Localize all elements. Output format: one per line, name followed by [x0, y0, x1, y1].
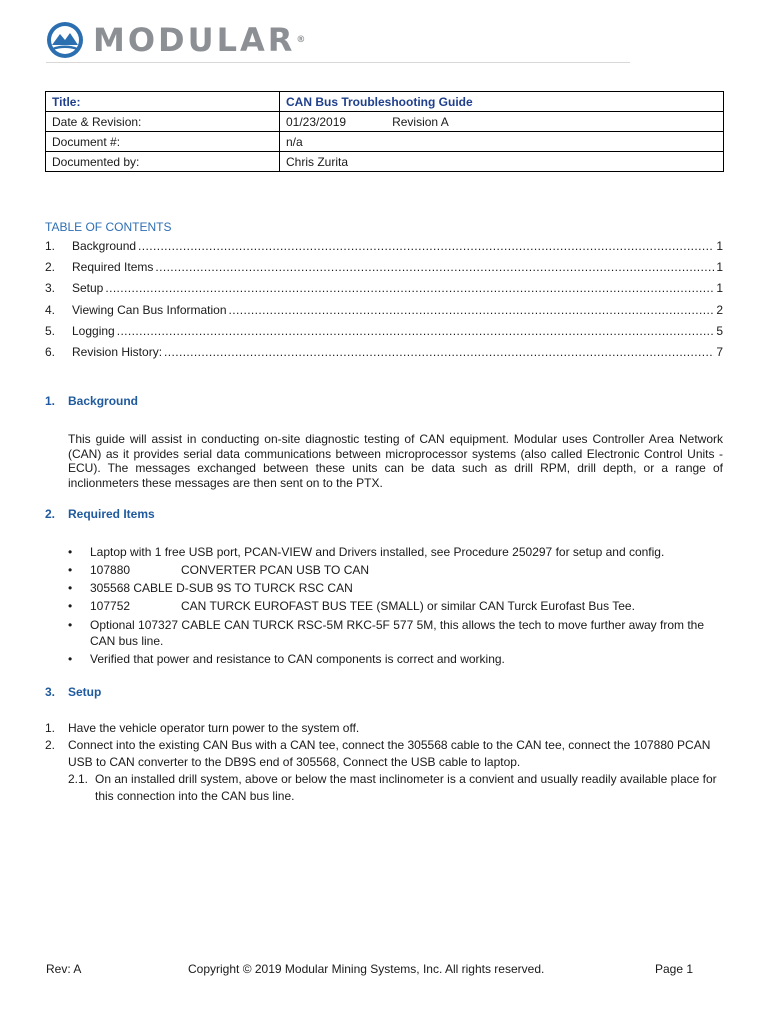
list-item: • 107880 CONVERTER PCAN USB TO CAN — [68, 563, 723, 578]
section-heading-background: 1. Background — [45, 394, 139, 408]
date-value-cell — [280, 112, 724, 132]
footer-page-number: Page 1 — [655, 962, 694, 976]
required-items-list — [68, 545, 723, 667]
toc-entry[interactable]: 2. Required Items ..... 1 — [45, 256, 723, 277]
table-row — [46, 132, 724, 152]
date-value: 01/23/2019 — [286, 114, 347, 129]
documented-by-value: Chris Zurita — [280, 152, 724, 172]
setup-step: 2. Connect into the existing CAN Bus with a CAN tee, connect the 305568 cable to the CAN tee, connect the 107880 PCAN USB to CAN converter to the DB9S end of 305568, Connect the USB cable to laptop. — [45, 738, 711, 769]
toc-entry[interactable]: 4. Viewing Can Bus Information ..... 2 — [45, 299, 723, 320]
table-row — [46, 92, 724, 112]
toc-entry[interactable]: 1. Background ..... 1 — [45, 235, 723, 256]
footer-revision: Rev: A — [46, 962, 82, 976]
header-divider — [46, 62, 630, 63]
setup-steps — [45, 720, 723, 805]
title-label: Title: — [46, 92, 280, 112]
document-info-table — [45, 91, 724, 172]
toc-entry[interactable]: 6. Revision History: ..... 7 — [45, 341, 723, 362]
list-item: • Verified that power and resistance to CAN components is correct and working. — [68, 652, 723, 667]
brand-wordmark: MODULAR® — [93, 21, 309, 59]
section-heading-setup: 3. Setup — [45, 685, 102, 699]
toc-entry[interactable]: 3. Setup ..... 1 — [45, 278, 723, 299]
mountain-globe-icon — [46, 21, 84, 59]
title-value: CAN Bus Troubleshooting Guide — [280, 92, 724, 112]
date-label: Date & Revision: — [46, 112, 280, 132]
table-row — [46, 152, 724, 172]
table-row — [46, 112, 724, 132]
company-logo — [46, 21, 308, 59]
revision-value: Revision A — [392, 114, 449, 129]
setup-substep: 2.1. On an installed drill system, above or below the mast inclinometer is a convient and usually readily available place for this connection into the CAN bus line. — [68, 772, 717, 803]
table-of-contents — [45, 235, 723, 363]
background-paragraph: This guide will assist in conducting on-site diagnostic testing of CAN equipment. Modular uses Controller Area Network (CAN) as it provides serial data communications between microprocessor systems (also called Electronic Control Units - ECU). The messages exchanged between these units can be data such as drill RPM, drill depth, or a range of inclionmeters these messages are then sent on to the PTX. — [68, 432, 723, 490]
section-heading-required-items: 2. Required Items — [45, 507, 155, 521]
list-item: • Laptop with 1 free USB port, PCAN-VIEW and Drivers installed, see Procedure 250297 for setup and config. — [68, 545, 723, 560]
setup-step: 1. Have the vehicle operator turn power to the system off. — [45, 721, 360, 735]
document-number-label: Document #: — [46, 132, 280, 152]
toc-title: TABLE OF CONTENTS — [45, 220, 172, 234]
footer-copyright: Copyright © 2019 Modular Mining Systems, Inc. All rights reserved. — [188, 962, 545, 976]
toc-entry[interactable]: 5. Logging ..... 5 — [45, 320, 723, 341]
list-item: • 107752 CAN TURCK EUROFAST BUS TEE (SMALL) or similar CAN Turck Eurofast Bus Tee. — [68, 599, 723, 614]
document-number-value: n/a — [280, 132, 724, 152]
list-item: • 305568 CABLE D-SUB 9S TO TURCK RSC CAN — [68, 581, 723, 596]
list-item: • Optional 107327 CABLE CAN TURCK RSC-5M RKC-5F 577 5M, this allows the tech to move further away from the CAN bus line. — [68, 617, 723, 649]
documented-by-label: Documented by: — [46, 152, 280, 172]
